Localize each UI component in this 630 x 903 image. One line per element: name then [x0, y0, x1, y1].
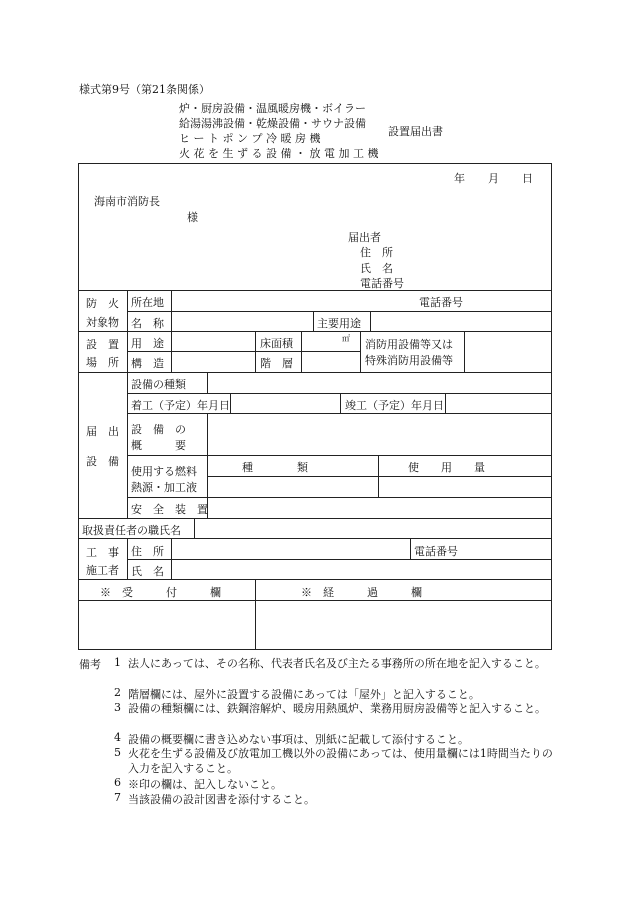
fire-target-phone-label: 電話番号	[419, 296, 463, 309]
use-label: 用 途	[131, 337, 164, 350]
remarks-label: 備考	[79, 658, 101, 671]
equipment-line-3: ヒ ー ト ポ ン プ 冷 暖 房 機	[179, 132, 321, 145]
remark-4-text: 設備の概要欄に書き込めない事項は、別紙に記載して添付すること。	[128, 733, 469, 746]
date-year: 年	[454, 172, 465, 185]
floor-label: 階 層	[260, 357, 293, 370]
equipment-type-label: 設備の種類	[131, 378, 186, 391]
notifier-phone: 電話番号	[360, 277, 404, 290]
equipment-line-1: 炉・厨房設備・温風暖房機・ボイラー	[179, 102, 366, 115]
main-use-label: 主要用途	[317, 317, 361, 330]
fire-equipment-label-2: 特殊消防用設備等	[365, 354, 453, 367]
honorific: 様	[187, 211, 198, 224]
contractor-section-1: 工 事	[86, 546, 119, 559]
remark-6-number: 6	[114, 776, 121, 789]
start-date-label: 着工（予定）年月日	[131, 399, 230, 412]
remark-7-text: 当該設備の設計図書を添付すること。	[128, 793, 315, 806]
completion-date-label: 竣工（予定）年月日	[345, 399, 444, 412]
remark-6-text: ※印の欄は、記入しないこと。	[128, 778, 282, 791]
contractor-phone-label: 電話番号	[414, 545, 458, 558]
contractor-address-label: 住 所	[131, 545, 164, 558]
overview-label-2: 概 要	[131, 439, 186, 452]
floor-area-unit: ㎡	[342, 334, 350, 343]
contractor-name-label: 氏 名	[131, 565, 164, 578]
equipment-section-2: 設 備	[86, 455, 119, 468]
remark-2-number: 2	[114, 686, 121, 699]
receipt-column-header: ※ 受 付 欄	[100, 586, 221, 599]
remark-3-number: 3	[114, 701, 121, 714]
remark-4-number: 4	[114, 731, 121, 744]
equipment-line-2: 給湯湯沸設備・乾燥設備・サウナ設備	[179, 117, 366, 130]
equipment-line-4: 火 花 を 生 ず る 設 備 ・ 放 電 加 工 機	[179, 147, 379, 160]
fuel-label-1: 使用する燃料	[131, 465, 197, 478]
fire-target-section-1: 防 火	[86, 297, 119, 310]
remark-3-text: 設備の種類欄には、鉄鋼溶解炉、暖房用熱風炉、業務用厨房設備等と記入すること。	[128, 702, 546, 715]
date-month: 月	[488, 172, 499, 185]
remark-1-number: 1	[114, 656, 121, 669]
remark-1-text: 法人にあっては、その名称、代表者氏名及び主たる事務所の所在地を記入すること。	[128, 657, 546, 670]
overview-label-1: 設 備 の	[131, 423, 186, 436]
addressee: 海南市消防長	[94, 195, 160, 208]
safety-device-label: 安 全 装 置	[131, 503, 208, 516]
remark-5-text: 火花を生ずる設備及び放電加工機以外の設備にあっては、使用量欄には1時間当たりの入力を記入すること。	[128, 747, 553, 775]
fuel-usage-header: 使 用 量	[408, 461, 485, 474]
fire-target-section-2: 対象物	[86, 316, 119, 329]
fuel-label-2: 熱源・加工液	[131, 481, 197, 494]
remark-7-number: 7	[114, 791, 121, 804]
floor-area-label: 床面積	[260, 337, 293, 350]
notifier-label: 届出者	[348, 231, 381, 244]
remark-2-text: 階層欄には、屋外に設置する設備にあっては「屋外」と記入すること。	[128, 688, 480, 701]
equipment-section-1: 届 出	[86, 425, 119, 438]
contractor-section-2: 施工者	[86, 564, 119, 577]
form-number: 様式第9号（第21条関係）	[79, 83, 210, 96]
notifier-name: 氏 名	[360, 262, 393, 275]
manager-label: 取扱責任者の職氏名	[82, 524, 181, 537]
remark-5-number: 5	[114, 746, 121, 759]
form-title: 設置届出書	[388, 125, 443, 138]
name-label: 名 称	[131, 317, 164, 330]
date-day: 日	[522, 172, 533, 185]
install-place-section-2: 場 所	[86, 356, 119, 369]
progress-column-header: ※ 経 過 欄	[301, 586, 422, 599]
notifier-address: 住 所	[360, 246, 393, 259]
fuel-kind-header: 種 類	[242, 461, 308, 474]
location-label: 所在地	[131, 296, 164, 309]
structure-label: 構 造	[131, 357, 164, 370]
install-place-section-1: 設 置	[86, 338, 119, 351]
fire-equipment-label-1: 消防用設備等又は	[365, 338, 453, 351]
